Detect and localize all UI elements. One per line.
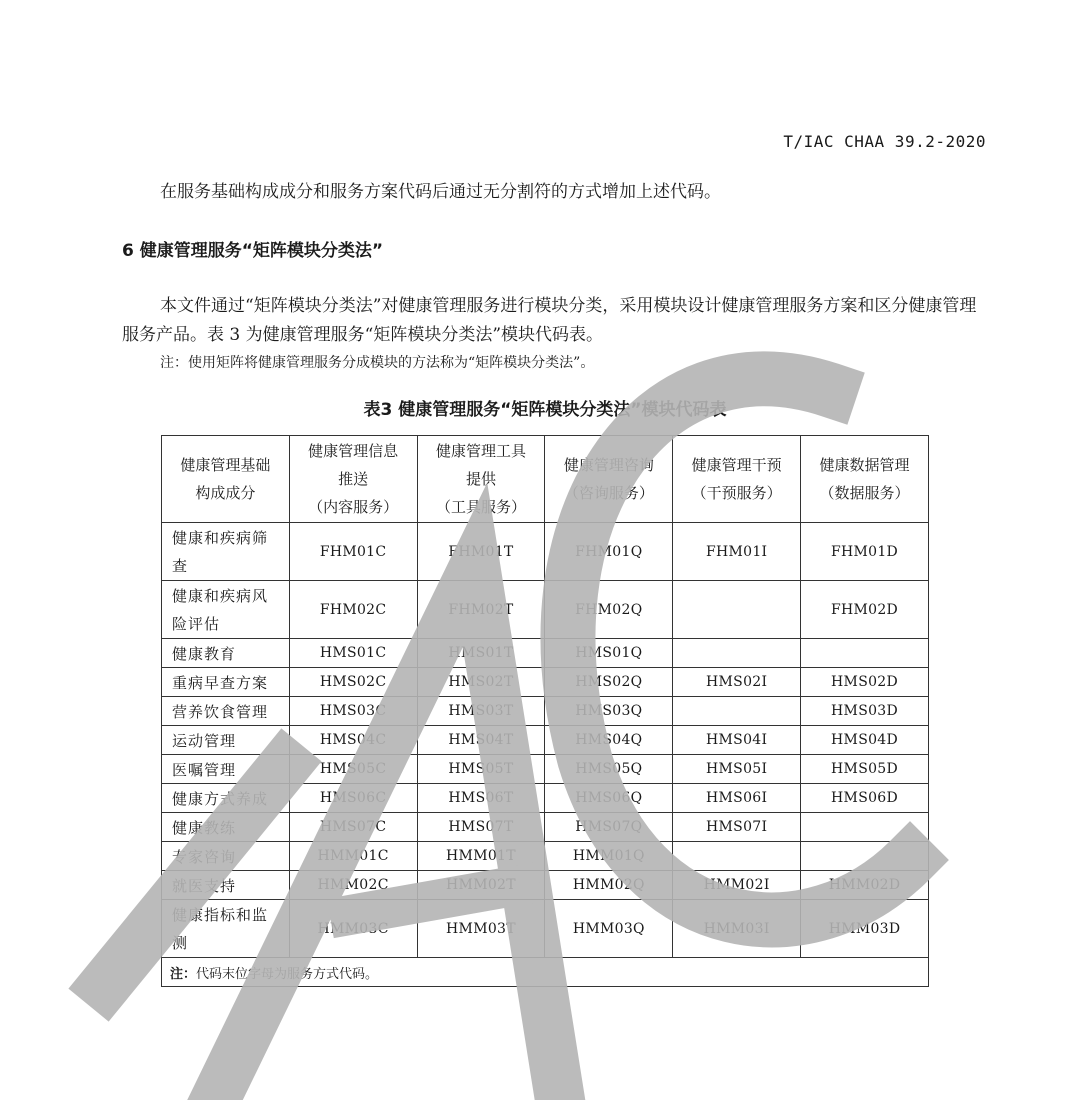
module-code-cell [673, 842, 801, 871]
module-code-cell: HMS06D [801, 784, 929, 813]
row-label-line: 健康教练 [172, 818, 237, 837]
section-heading: 6 健康管理服务“矩阵模块分类法” [122, 241, 384, 261]
module-code-cell: HMS05C [289, 755, 417, 784]
module-code-cell: FHM01D [801, 523, 929, 581]
module-code-cell: HMM03C [289, 900, 417, 958]
column-header-line: 推送 [338, 470, 369, 488]
column-header-line: 构成成分 [195, 484, 256, 502]
column-header [801, 436, 929, 523]
column-header [673, 436, 801, 523]
module-code-cell: FHM01I [673, 523, 801, 581]
footnote-text: 代码末位字母为服务方式代码。 [196, 966, 379, 982]
table-header-row [162, 436, 929, 523]
table-row [162, 726, 929, 755]
row-label-line: 医嘱管理 [172, 760, 237, 779]
row-label-line: 就医支持 [172, 876, 237, 895]
row-label [162, 581, 290, 639]
row-label-line: 重病早查方案 [172, 673, 269, 692]
module-code-cell: HMS06C [289, 784, 417, 813]
row-label [162, 726, 290, 755]
module-code-cell: HMS01T [417, 639, 545, 668]
row-label [162, 639, 290, 668]
row-label-line: 健康指标和监 [172, 905, 269, 924]
row-label-line: 险评估 [172, 614, 221, 633]
column-header-line: 健康管理工具 [435, 442, 526, 460]
module-code-cell: HMM03T [417, 900, 545, 958]
module-code-cell: HMM01T [417, 842, 545, 871]
module-code-cell: HMS04C [289, 726, 417, 755]
module-code-cell: HMS04T [417, 726, 545, 755]
footnote-prefix: 注： [170, 966, 197, 982]
module-code-table [161, 435, 929, 987]
column-header-line: （干预服务） [691, 484, 782, 502]
module-code-cell: HMS07I [673, 813, 801, 842]
module-code-cell [801, 813, 929, 842]
row-label-line: 健康和疾病筛 [172, 528, 269, 547]
note-text: 注：使用矩阵将健康管理服务分成模块的方法称为“矩阵模块分类法”。 [160, 355, 595, 371]
column-header-line: 健康管理干预 [691, 456, 782, 474]
module-code-cell [673, 697, 801, 726]
document-code: T/IAC CHAA 39.2-2020 [783, 132, 986, 151]
table-row [162, 784, 929, 813]
table-row [162, 842, 929, 871]
table-row [162, 697, 929, 726]
module-code-cell: HMM01Q [545, 842, 673, 871]
paragraph-intro: 在服务基础构成成分和服务方案代码后通过无分割符的方式增加上述代码。 [160, 182, 721, 202]
row-label-line: 健康和疾病风 [172, 586, 269, 605]
module-code-cell: HMM03I [673, 900, 801, 958]
module-code-cell: HMS02I [673, 668, 801, 697]
module-code-cell: FHM02C [289, 581, 417, 639]
module-code-cell: HMS02C [289, 668, 417, 697]
module-code-cell: HMS06I [673, 784, 801, 813]
module-code-cell [673, 639, 801, 668]
column-header [545, 436, 673, 523]
module-code-cell: FHM02Q [545, 581, 673, 639]
table-title: 表3 健康管理服务“矩阵模块分类法”模块代码表 [363, 400, 727, 420]
module-code-cell [673, 581, 801, 639]
module-code-cell: HMS02Q [545, 668, 673, 697]
table-footnote-row [162, 958, 929, 987]
module-code-cell: HMS05D [801, 755, 929, 784]
module-code-cell: HMS03Q [545, 697, 673, 726]
row-label [162, 900, 290, 958]
column-header [289, 436, 417, 523]
column-header-line: （工具服务） [435, 498, 526, 516]
row-label-line: 健康教育 [172, 644, 237, 663]
column-header-line: 健康管理信息 [308, 442, 399, 460]
table-row [162, 668, 929, 697]
row-label-line: 运动管理 [172, 731, 237, 750]
column-header-line: 提供 [465, 470, 496, 488]
module-code-cell: HMS01C [289, 639, 417, 668]
module-code-cell: HMS07C [289, 813, 417, 842]
table-row [162, 900, 929, 958]
module-code-cell: HMM03D [801, 900, 929, 958]
module-code-cell: HMS05I [673, 755, 801, 784]
row-label [162, 813, 290, 842]
table-body [162, 523, 929, 958]
row-label-line: 测 [172, 933, 189, 952]
row-label [162, 697, 290, 726]
module-code-cell: HMM02I [673, 871, 801, 900]
column-header-line: （咨询服务） [563, 484, 654, 502]
module-code-cell [801, 639, 929, 668]
module-code-cell: FHM01Q [545, 523, 673, 581]
table-row [162, 581, 929, 639]
module-code-cell: HMM02Q [545, 871, 673, 900]
module-code-cell: HMS02D [801, 668, 929, 697]
row-label [162, 871, 290, 900]
table-row [162, 755, 929, 784]
module-code-cell: HMS07Q [545, 813, 673, 842]
module-code-cell: HMS05T [417, 755, 545, 784]
module-code-cell: HMS07T [417, 813, 545, 842]
column-header-line: 健康管理咨询 [563, 456, 654, 474]
table-footnote [162, 958, 929, 987]
column-header [417, 436, 545, 523]
module-code-cell [801, 842, 929, 871]
module-code-cell: HMS06T [417, 784, 545, 813]
row-label-line: 查 [172, 556, 189, 575]
column-header-line: （数据服务） [819, 484, 910, 502]
column-header-line: （内容服务） [308, 498, 399, 516]
module-code-cell: HMM03Q [545, 900, 673, 958]
module-code-cell: HMS02T [417, 668, 545, 697]
table-row [162, 871, 929, 900]
module-code-cell: HMS03D [801, 697, 929, 726]
module-code-cell: FHM02D [801, 581, 929, 639]
column-header [162, 436, 290, 523]
row-label [162, 842, 290, 871]
module-code-cell: HMS04Q [545, 726, 673, 755]
column-header-line: 健康管理基础 [180, 456, 271, 474]
row-label [162, 784, 290, 813]
table-row [162, 639, 929, 668]
module-code-cell: HMS06Q [545, 784, 673, 813]
module-code-cell: FHM02T [417, 581, 545, 639]
module-code-cell: HMS04I [673, 726, 801, 755]
table-row [162, 813, 929, 842]
module-code-cell: FHM01C [289, 523, 417, 581]
row-label [162, 755, 290, 784]
module-code-cell: HMS01Q [545, 639, 673, 668]
module-code-cell: HMS03C [289, 697, 417, 726]
row-label [162, 523, 290, 581]
row-label-line: 健康方式养成 [172, 789, 269, 808]
paragraph-body: 本文件通过“矩阵模块分类法”对健康管理服务进行模块分类，采用模块设计健康管理服务方案和区分健康管理服务产品。表 3 为健康管理服务“矩阵模块分类法”模块代码表。 [122, 296, 977, 345]
column-header-line: 健康数据管理 [819, 456, 910, 474]
module-code-cell: HMM01C [289, 842, 417, 871]
table-row [162, 523, 929, 581]
module-code-cell: HMS03T [417, 697, 545, 726]
module-code-cell: HMS05Q [545, 755, 673, 784]
module-code-cell: HMM02D [801, 871, 929, 900]
module-code-cell: HMM02T [417, 871, 545, 900]
row-label-line: 专家咨询 [172, 847, 237, 866]
module-code-cell: HMM02C [289, 871, 417, 900]
row-label-line: 营养饮食管理 [172, 702, 269, 721]
module-code-cell: HMS04D [801, 726, 929, 755]
module-code-cell: FHM01T [417, 523, 545, 581]
row-label [162, 668, 290, 697]
